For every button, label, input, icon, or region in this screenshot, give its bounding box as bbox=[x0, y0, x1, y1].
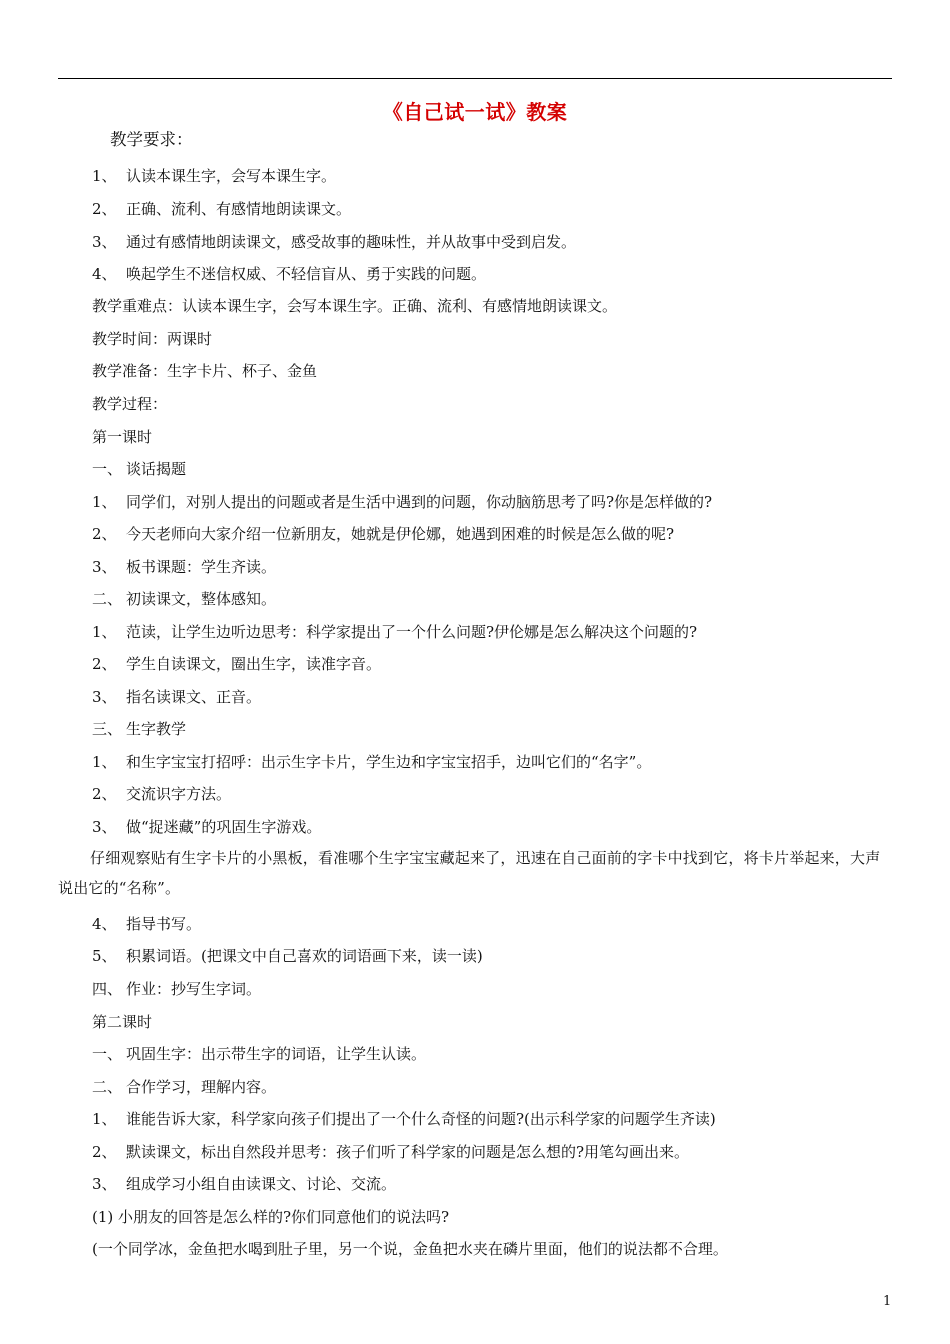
text-line bbox=[92, 329, 212, 349]
item-number: 3、 bbox=[92, 1175, 117, 1193]
text-line bbox=[92, 427, 152, 447]
line-text: 合作学习，理解内容。 bbox=[126, 1078, 277, 1096]
line-text: 初读课文，整体感知。 bbox=[126, 590, 277, 608]
line-text: 默读课文，标出自然段并思考：孩子们听了科学家的问题是怎么想的?用笔勾画出来。 bbox=[126, 1143, 690, 1161]
text-line bbox=[92, 622, 697, 642]
line-text: 和生字宝宝打招呼：出示生字卡片，学生边和字宝宝招手，边叫它们的“名字”。 bbox=[126, 753, 652, 771]
text-line bbox=[92, 914, 201, 934]
line-text: 积累词语。(把课文中自己喜欢的词语画下来，读一读) bbox=[126, 947, 483, 965]
item-number: 2、 bbox=[92, 525, 117, 543]
text-line bbox=[92, 199, 351, 219]
text-line bbox=[110, 130, 193, 150]
line-text: 学生自读课文，圈出生字，读准字音。 bbox=[126, 655, 382, 673]
text-line bbox=[92, 1142, 689, 1162]
item-number: 4、 bbox=[92, 265, 117, 283]
item-number: 3、 bbox=[92, 233, 117, 251]
line-text: 教学过程： bbox=[92, 395, 168, 413]
line-text: 教学准备：生字卡片、杯子、金鱼 bbox=[92, 362, 318, 380]
text-line bbox=[92, 264, 486, 284]
line-text: 教学重难点：认读本课生字，会写本课生字。正确、流利、有感情地朗读课文。 bbox=[92, 297, 618, 315]
text-line bbox=[92, 394, 167, 414]
text-line bbox=[92, 166, 336, 186]
line-text: 第二课时 bbox=[92, 1013, 153, 1031]
text-line bbox=[92, 232, 576, 252]
line-text: 同学们，对别人提出的问题或者是生活中遇到的问题，你动脑筋思考了吗?你是怎样做的? bbox=[126, 493, 713, 511]
line-text: 指导书写。 bbox=[126, 915, 202, 933]
item-number: 四、 bbox=[92, 980, 123, 998]
item-number: 3、 bbox=[92, 818, 117, 836]
item-number: 2、 bbox=[92, 655, 117, 673]
text-line bbox=[92, 459, 186, 479]
line-text: 今天老师向大家介绍一位新朋友，她就是伊伦娜，她遇到困难的时候是怎么做的呢? bbox=[126, 525, 675, 543]
text-line bbox=[92, 719, 186, 739]
text-line bbox=[92, 1207, 449, 1227]
item-number: 一、 bbox=[92, 460, 123, 478]
text-line bbox=[92, 589, 276, 609]
item-number: 二、 bbox=[92, 1078, 123, 1096]
text-line bbox=[92, 1239, 728, 1259]
line-text: 通过有感情地朗读课文，感受故事的趣味性，并从故事中受到启发。 bbox=[126, 233, 577, 251]
text-line bbox=[92, 979, 261, 999]
line-text: 教学要求： bbox=[110, 130, 193, 149]
text-line bbox=[92, 492, 712, 512]
line-text: 认读本课生字，会写本课生字。 bbox=[126, 167, 337, 185]
line-text: (1) 小朋友的回答是怎么样的?你们同意他们的说法吗? bbox=[92, 1208, 450, 1226]
body-paragraph: 仔细观察贴有生字卡片的小黑板，看准哪个生字宝宝藏起来了，迅速在自己面前的字卡中找到它，将卡片举起来，大声说出它的“名称”。 bbox=[58, 849, 881, 897]
text-line bbox=[92, 687, 261, 707]
item-number: 5、 bbox=[92, 947, 117, 965]
text-line bbox=[92, 361, 317, 381]
line-text: 组成学习小组自由读课文、讨论、交流。 bbox=[126, 1175, 397, 1193]
line-text: (一个同学冰，金鱼把水喝到肚子里，另一个说，金鱼把水夹在磷片里面，他们的说法都不合理。 bbox=[92, 1240, 728, 1258]
line-text: 指名读课文、正音。 bbox=[126, 688, 262, 706]
line-text: 谈话揭题 bbox=[126, 460, 187, 478]
text-line bbox=[92, 752, 651, 772]
line-text: 板书课题：学生齐读。 bbox=[126, 558, 277, 576]
page-number: 1 bbox=[883, 1294, 892, 1309]
item-number: 1、 bbox=[92, 167, 117, 185]
line-text: 唤起学生不迷信权威、不轻信盲从、勇于实践的问题。 bbox=[126, 265, 487, 283]
text-line bbox=[92, 524, 674, 544]
item-number: 三、 bbox=[92, 720, 123, 738]
item-number: 4、 bbox=[92, 915, 117, 933]
line-text: 巩固生字：出示带生字的词语，让学生认读。 bbox=[126, 1045, 427, 1063]
line-text: 正确、流利、有感情地朗读课文。 bbox=[126, 200, 352, 218]
text-line bbox=[92, 784, 231, 804]
item-number: 1、 bbox=[92, 493, 117, 511]
text-line bbox=[92, 296, 617, 316]
item-number: 1、 bbox=[92, 753, 117, 771]
line-text: 范读，让学生边听边思考：科学家提出了一个什么问题?伊伦娜是怎么解决这个问题的? bbox=[126, 623, 698, 641]
item-number: 3、 bbox=[92, 558, 117, 576]
document-title: 《自己试一试》教案 bbox=[382, 100, 568, 124]
header-rule bbox=[58, 78, 892, 79]
text-line bbox=[92, 1174, 396, 1194]
line-text: 谁能告诉大家，科学家向孩子们提出了一个什么奇怪的问题?(出示科学家的问题学生齐读) bbox=[126, 1110, 716, 1128]
item-number: 1、 bbox=[92, 623, 117, 641]
text-line bbox=[92, 946, 483, 966]
line-text: 交流识字方法。 bbox=[126, 785, 232, 803]
line-text: 教学时间：两课时 bbox=[92, 330, 213, 348]
item-number: 1、 bbox=[92, 1110, 117, 1128]
line-text: 作业：抄写生字词。 bbox=[126, 980, 262, 998]
text-line bbox=[92, 1109, 716, 1129]
line-text: 做“捉迷藏”的巩固生字游戏。 bbox=[126, 818, 322, 836]
item-number: 2、 bbox=[92, 1143, 117, 1161]
item-number: 2、 bbox=[92, 785, 117, 803]
item-number: 一、 bbox=[92, 1045, 123, 1063]
text-line bbox=[92, 654, 381, 674]
item-number: 二、 bbox=[92, 590, 123, 608]
text-line bbox=[92, 1077, 276, 1097]
line-text: 生字教学 bbox=[126, 720, 187, 738]
item-number: 2、 bbox=[92, 200, 117, 218]
item-number: 3、 bbox=[92, 688, 117, 706]
text-line bbox=[92, 817, 321, 837]
text-line bbox=[92, 1012, 152, 1032]
line-text: 第一课时 bbox=[92, 428, 153, 446]
text-line bbox=[92, 1044, 426, 1064]
text-line bbox=[92, 557, 276, 577]
